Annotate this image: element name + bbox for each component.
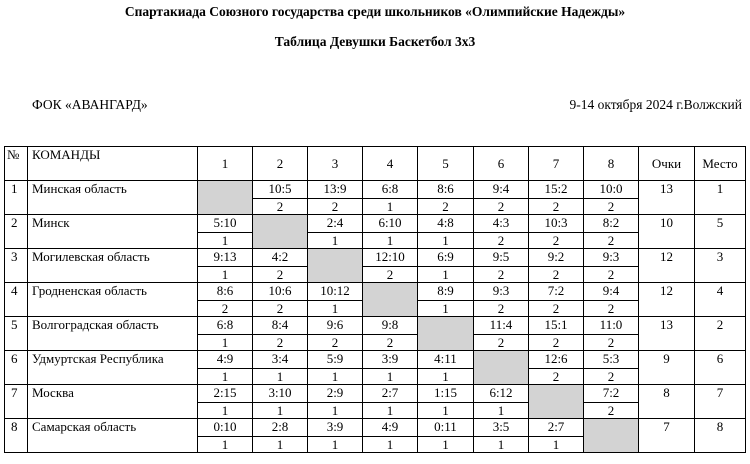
match-points: 2 [529,267,584,283]
team-row [5,215,746,233]
header-opponent: 1 [198,147,253,181]
self-match-cell [253,215,308,249]
match-points: 1 [363,369,418,385]
match-points: 2 [529,233,584,249]
match-score: 0:10 [198,419,253,437]
match-points: 1 [418,437,474,453]
match-score: 2:8 [253,419,308,437]
match-score: 4:2 [253,249,308,267]
final-place: 4 [695,283,746,317]
match-score: 5:10 [198,215,253,233]
team-row [5,317,746,335]
match-points: 2 [474,233,529,249]
match-score: 8:4 [253,317,308,335]
match-score: 4:11 [418,351,474,369]
match-score: 10:5 [253,181,308,199]
match-points: 1 [529,437,584,453]
self-match-cell [198,181,253,215]
match-points: 1 [198,335,253,351]
match-points: 1 [308,369,363,385]
final-place: 5 [695,215,746,249]
team-name: Гродненская область [28,283,198,317]
match-points: 1 [308,403,363,419]
match-score: 11:4 [474,317,529,335]
match-score: 11:0 [584,317,639,335]
match-points: 2 [584,369,639,385]
match-points: 1 [474,437,529,453]
match-score: 3:9 [363,351,418,369]
self-match-cell [529,385,584,419]
match-score: 12:6 [529,351,584,369]
match-points: 1 [253,403,308,419]
header-opponent: 7 [529,147,584,181]
match-points: 1 [363,403,418,419]
total-points: 12 [639,249,695,283]
match-points: 2 [529,199,584,215]
match-score: 8:6 [418,181,474,199]
match-points: 1 [198,233,253,249]
match-score: 12:10 [363,249,418,267]
team-row [5,351,746,369]
team-name: Самарская область [28,419,198,453]
header-opponent: 6 [474,147,529,181]
match-score: 4:9 [363,419,418,437]
match-score: 8:6 [198,283,253,301]
match-points: 2 [529,335,584,351]
match-score: 9:4 [474,181,529,199]
header-opponent: 5 [418,147,474,181]
row-number: 8 [5,419,28,453]
match-score: 2:4 [308,215,363,233]
match-score: 5:9 [308,351,363,369]
match-score: 9:4 [584,283,639,301]
match-score: 4:3 [474,215,529,233]
match-score: 6:8 [363,181,418,199]
match-points: 1 [363,233,418,249]
match-points: 1 [308,233,363,249]
match-score: 9:3 [584,249,639,267]
match-score: 2:15 [198,385,253,403]
match-score: 9:3 [474,283,529,301]
self-match-cell [308,249,363,283]
match-score: 3:9 [308,419,363,437]
header-opponent: 4 [363,147,418,181]
match-points: 2 [529,301,584,317]
self-match-cell [474,351,529,385]
match-points: 2 [584,233,639,249]
row-number: 6 [5,351,28,385]
total-points: 13 [639,181,695,215]
header-opponent: 3 [308,147,363,181]
match-points: 1 [198,369,253,385]
team-name: Удмуртская Республика [28,351,198,385]
match-score: 3:5 [474,419,529,437]
header-number: № [5,147,28,181]
team-row [5,283,746,301]
match-points: 2 [584,199,639,215]
row-number: 2 [5,215,28,249]
match-points: 1 [253,437,308,453]
final-place: 2 [695,317,746,351]
row-number: 1 [5,181,28,215]
match-score: 15:1 [529,317,584,335]
match-points: 1 [198,437,253,453]
team-row [5,249,746,267]
final-place: 6 [695,351,746,385]
match-points: 2 [584,301,639,317]
match-score: 5:3 [584,351,639,369]
final-place: 8 [695,419,746,453]
match-points: 2 [474,301,529,317]
team-name: Минск [28,215,198,249]
match-score: 10:12 [308,283,363,301]
match-score: 9:2 [529,249,584,267]
header-place: Место [695,147,746,181]
header-points: Очки [639,147,695,181]
self-match-cell [584,419,639,453]
match-score: 6:9 [418,249,474,267]
match-points: 1 [418,403,474,419]
match-score: 10:0 [584,181,639,199]
match-score: 15:2 [529,181,584,199]
match-points: 2 [584,267,639,283]
match-points: 2 [529,369,584,385]
match-points: 1 [363,199,418,215]
final-place: 3 [695,249,746,283]
team-name: Минская область [28,181,198,215]
venue-label: ФОК «АВАНГАРД» [32,97,148,112]
header-opponent: 8 [584,147,639,181]
match-points: 2 [418,199,474,215]
match-score: 6:10 [363,215,418,233]
total-points: 9 [639,351,695,385]
team-name: Москва [28,385,198,419]
total-points: 13 [639,317,695,351]
header-opponent: 2 [253,147,308,181]
match-points: 2 [308,199,363,215]
match-points: 1 [474,403,529,419]
match-points: 1 [308,301,363,317]
team-name: Могилевская область [28,249,198,283]
team-row [5,385,746,403]
match-points: 1 [363,437,418,453]
row-number: 7 [5,385,28,419]
match-score: 4:9 [198,351,253,369]
match-points: 1 [418,267,474,283]
row-number: 5 [5,317,28,351]
self-match-cell [418,317,474,351]
match-score: 7:2 [584,385,639,403]
table-header-row [5,147,746,181]
total-points: 10 [639,215,695,249]
match-points: 2 [308,335,363,351]
match-score: 8:2 [584,215,639,233]
match-points: 2 [363,267,418,283]
match-score: 2:9 [308,385,363,403]
match-points: 1 [418,369,474,385]
team-row [5,181,746,199]
final-place: 1 [695,181,746,215]
match-points: 2 [363,335,418,351]
match-score: 3:10 [253,385,308,403]
match-score: 4:8 [418,215,474,233]
row-number: 3 [5,249,28,283]
match-points: 2 [253,335,308,351]
match-score: 0:11 [418,419,474,437]
results-table [4,146,746,453]
match-score: 2:7 [529,419,584,437]
match-points: 1 [418,301,474,317]
match-points: 2 [253,199,308,215]
match-points: 2 [584,335,639,351]
match-score: 9:5 [474,249,529,267]
match-points: 2 [474,335,529,351]
match-points: 1 [198,403,253,419]
match-score: 10:6 [253,283,308,301]
team-row [5,419,746,437]
match-score: 13:9 [308,181,363,199]
match-score: 3:4 [253,351,308,369]
match-score: 7:2 [529,283,584,301]
final-place: 7 [695,385,746,419]
document-title: Спартакиада Союзного государства среди школьников «Олимпийские Надежды» [124,4,626,19]
match-score: 9:8 [363,317,418,335]
total-points: 12 [639,283,695,317]
total-points: 7 [639,419,695,453]
match-score: 10:3 [529,215,584,233]
match-points: 1 [418,233,474,249]
match-score: 6:12 [474,385,529,403]
match-score: 9:13 [198,249,253,267]
match-points: 2 [474,199,529,215]
team-name: Волгоградская область [28,317,198,351]
match-score: 8:9 [418,283,474,301]
match-score: 6:8 [198,317,253,335]
match-points: 2 [584,403,639,419]
match-points: 2 [474,267,529,283]
header-teams: КОМАНДЫ [28,147,198,181]
table-subtitle: Таблица Девушки Баскетбол 3х3 [274,34,476,49]
match-score: 2:7 [363,385,418,403]
dates-label: 9-14 октября 2024 г.Волжский [569,97,742,112]
match-points: 2 [253,301,308,317]
row-number: 4 [5,283,28,317]
match-score: 9:6 [308,317,363,335]
match-points: 1 [308,437,363,453]
self-match-cell [363,283,418,317]
match-points: 2 [198,301,253,317]
match-points: 1 [198,267,253,283]
total-points: 8 [639,385,695,419]
match-points: 2 [253,267,308,283]
match-points: 1 [253,369,308,385]
match-score: 1:15 [418,385,474,403]
